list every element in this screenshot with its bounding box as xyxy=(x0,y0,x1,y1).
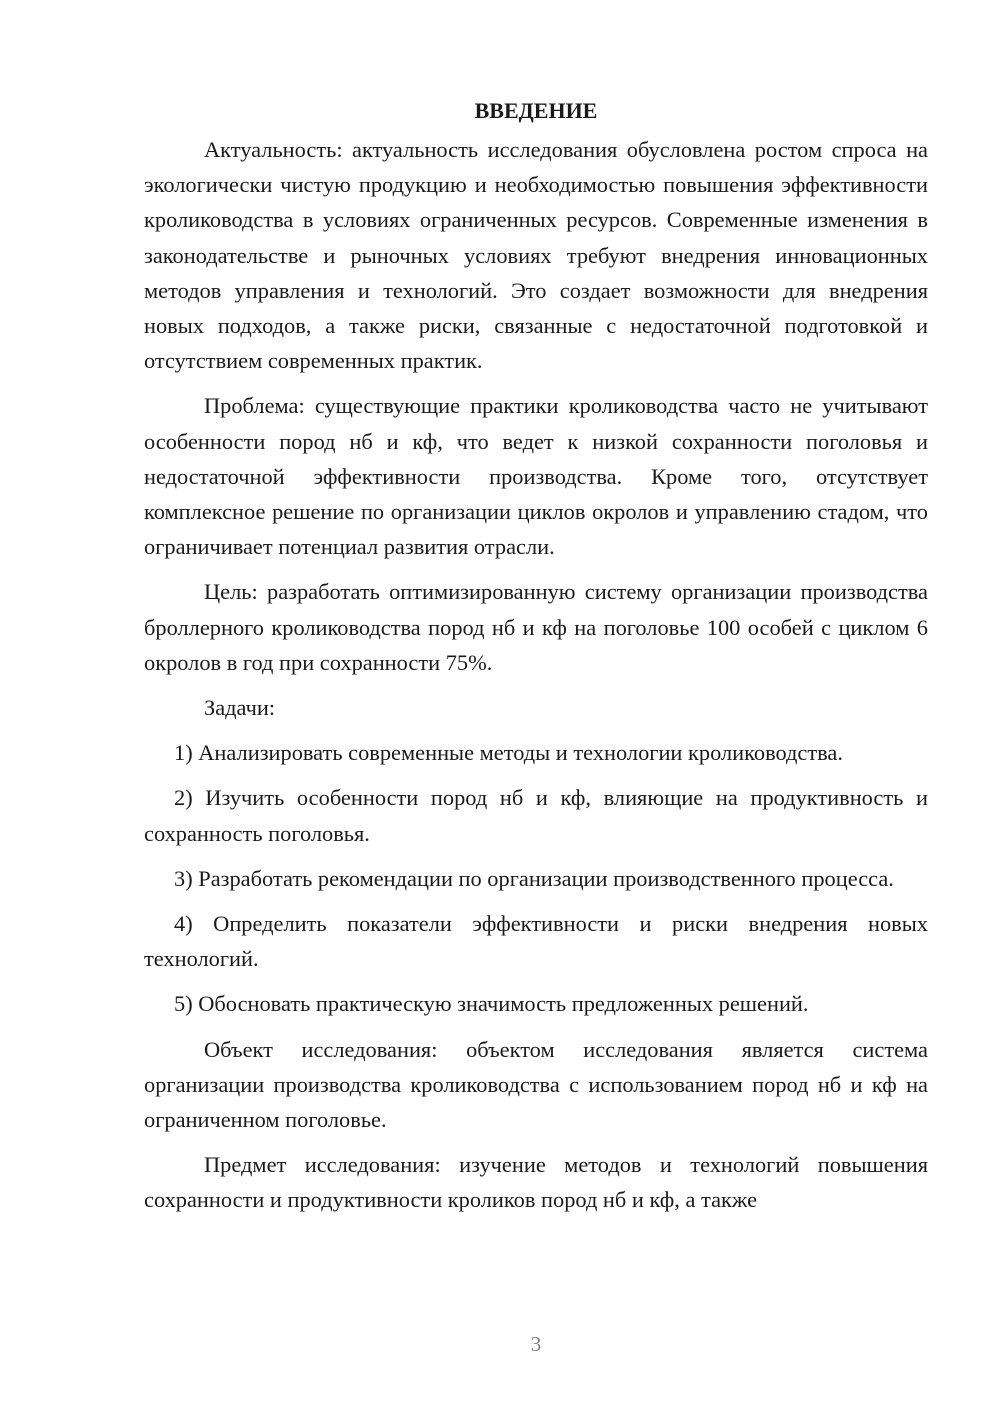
paragraph-goal: Цель: разработать оптимизированную систему организации производства броллерного кролиководства пород нб и кф на поголовье 100 особей с циклом 6 окролов в год при сохранности 75%. xyxy=(144,579,928,675)
paragraph-tasks-heading: Задачи: xyxy=(204,695,276,721)
page-number: 3 xyxy=(530,1332,542,1356)
paragraph-object: Объект исследования: объектом исследования является система организации производства кролиководства с использованием пород нб и кф на ограниченном поголовье. xyxy=(144,1036,928,1133)
task-item-5: 5) Обосновать практическую значимость предложенных решений. xyxy=(174,991,809,1017)
task-item-3: 3) Разработать рекомендации по организации производственного процесса. xyxy=(174,865,894,891)
section-title: ВВЕДЕНИЕ xyxy=(474,98,598,123)
task-item-1: 1) Анализировать современные методы и технологии кролиководства. xyxy=(174,740,843,766)
paragraph-problem: Проблема: существующие практики кролиководства часто не учитывают особенности пород нб и кф, что ведет к низкой сохранности поголовья и недостаточной эффективности производства. Кроме того, отсутствует комплексное решение по организации циклов окролов и управлению стадом, что ограничивает потенциал развития отрасли. xyxy=(144,393,928,560)
task-item-4: 4) Определить показатели эффективности и риски внедрения новых технологий. xyxy=(144,911,928,972)
paragraph-relevance: Актуальность: актуальность исследования обусловлена ростом спроса на экологически чистую продукцию и необходимостью повышения эффективности кролиководства в условиях ограниченных ресурсов. Современные изменения в законодательстве и рыночных условиях требуют внедрения инновационных методов управления и технологий. Это создает возможности для внедрения новых подходов, а также риски, связанные с недостаточной подготовкой и отсутствием современных практик. xyxy=(144,137,928,374)
task-item-2: 2) Изучить особенности пород нб и кф, влияющие на продуктивность и сохранность поголовья. xyxy=(144,785,928,846)
document-page xyxy=(144,93,928,1228)
paragraph-subject: Предмет исследования: изучение методов и технологий повышения сохранности и продуктивности кроликов пород нб и кф, а также xyxy=(144,1152,928,1213)
